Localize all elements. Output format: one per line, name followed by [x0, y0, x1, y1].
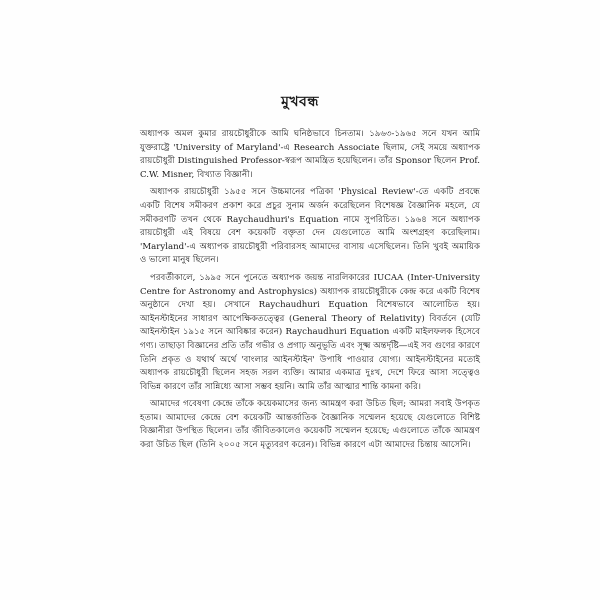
paragraph: অধ্যাপক অমল কুমার রায়চৌধুরীকে আমি ঘনিষ্ঠভাবে চিনতাম। ১৯৬৩-১৯৬৫ সনে যখন আমি যুক্তরাষ্ট্রে 'University of Maryland'-এ Research Associate ছিলাম, সেই সময়ে অধ্যাপক রায়চৌধুরী Distinguished Professor-স্বরূপ আমন্ত্রিত হয়েছিলেন। তাঁর Sponsor ছিলেন Prof. C.W. Misner, বিখ্যাত বিজ্ঞানী। — [140, 129, 480, 180]
paragraph: অধ্যাপক রায়চৌধুরী ১৯৫৫ সনে উচ্চমানের পত্রিকা 'Physical Review'-তে একটি প্রবন্ধে একটি বিশেষ সমীকরণ প্রকাশ করে প্রচুর সুনাম অর্জন করেছিলেন বিশেষজ্ঞ বৈজ্ঞানিক মহলে, যে সমীকরণটি তখন থেকে Raychaudhuri's Equation নামে সুপরিচিত। ১৯৬৪ সনে অধ্যাপক রায়চৌধুরী এই বিষয়ে বেশ কয়েকটি বক্তৃতা দেন যেগুলোতে আমি অংশগ্রহণ করেছিলাম। 'Maryland'-এ অধ্যাপক রায়চৌধুরী পরিবারসহ আমাদের বাসায় এসেছিলেন। তিনি খুবই অমায়িক ও ভালো মানুষ ছিলেন। — [140, 187, 480, 266]
page-title: মুখবন্ধ — [281, 94, 319, 110]
paragraph: পরবর্তীকালে, ১৯৯৫ সনে পুনেতে অধ্যাপক জয়ন্ত নারলিকারের IUCAA (Inter-University Centre for Astronomy and Astrophysics) অধ্যাপক রায়চৌধুরীকে কেন্দ্র করে একটি বিশেষ অনুষ্ঠানে দেখা হয়। সেখানে Raychaudhuri Equation বিশেষভাবে আলোচিত হয়। আইনস্টাইনের সাধারণ আপেক্ষিকতত্ত্বের (General Theory of Relativity) বিবর্তনে (যেটি আইনস্টাইন ১৯১৫ সনে আবিষ্কার করেন) Raychaudhuri Equation একটি মাইলফলক হিসেবে গণ্য। তাছাড়া বিজ্ঞানের প্রতি তাঁর গভীর ও প্রগাঢ় অনুভূতি এবং সূক্ষ্ম অন্তর্দৃষ্টি—এই সব গুণের কারণে তিনি প্রকৃত ও যথার্থ অর্থে 'বাংলার আইনস্টাইন' উপাধি পাওয়ার যোগ্য। আইনস্টাইনের মতোই অধ্যাপক রায়চৌধুরী ছিলেন সহজ সরল ব্যক্তি। আমার একমাত্র দুঃখ, দেশে ফিরে আসা সত্ত্বেও বিভিন্ন কারণে তাঁর সান্নিধ্যে আসা সম্ভব হয়নি। আমি তাঁর আত্মার শান্তি কামনা করি। — [140, 272, 480, 392]
paragraph: আমাদের গবেষণা কেন্দ্রে তাঁকে কয়েকমাসের জন্য আমন্ত্রণ করা উচিত ছিল; আমরা সবাই উপকৃত হতাম। আমাদের কেন্দ্রে বেশ কয়েকটি আন্তর্জাতিক বৈজ্ঞানিক সম্মেলন হয়েছে যেগুলোতে বিশিষ্ট বিজ্ঞানীরা উপস্থিত ছিলেন। তাঁর জীবিতকালেও কয়েকটি সম্মেলন হয়েছে; এগুলোতে তাঁকে আমন্ত্রণ করা উচিত ছিল (তিনি ২০০৫ সনে মৃত্যুবরণ করেন)। বিভিন্ন কারণে এটা আমাদের চিন্তায় আসেনি। — [140, 399, 480, 451]
document-body — [140, 128, 480, 457]
